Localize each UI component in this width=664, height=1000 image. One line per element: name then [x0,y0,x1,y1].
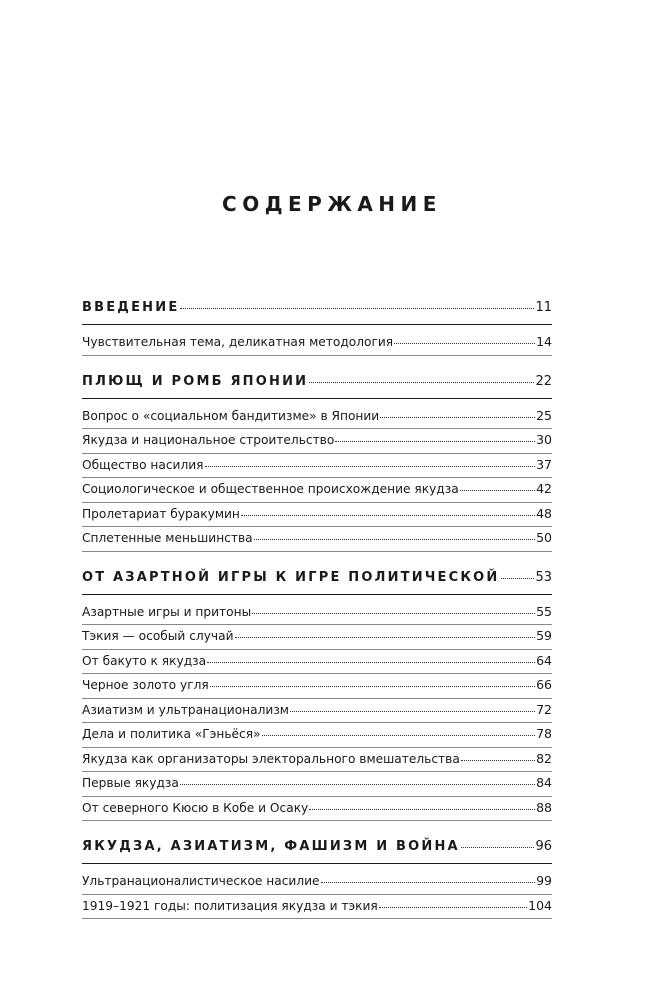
toc-section-entry[interactable] [82,772,552,797]
dot-leader [180,775,535,787]
section-title: Азартные игры и притоны [82,604,252,619]
toc-section-entry[interactable] [82,601,552,626]
dot-leader [262,726,536,738]
toc-section-entry[interactable] [82,429,552,454]
dot-leader [460,481,535,493]
page-number: 42 [536,481,552,497]
section-title: Черное золото угля [82,678,209,693]
toc-section-entry[interactable] [82,723,552,748]
page-number: 84 [536,775,552,791]
section-title: Азиатизм и ультранационализм [82,702,289,717]
toc-section-entry[interactable] [82,650,552,675]
section-title: Вопрос о «социальном бандитизме» в Японии [82,408,380,423]
toc-section-entry[interactable] [82,405,552,430]
dot-leader [290,702,535,714]
toc-chapter [82,296,552,356]
section-title: Дела и политика «Гэньёся» [82,727,261,742]
page-number: 66 [536,677,552,693]
chapter-title: ВВЕДЕНИЕ [82,300,180,315]
chapter-title: ПЛЮЩ И РОМБ ЯПОНИИ [82,373,309,389]
page-number: 55 [536,603,552,619]
toc-section-entry[interactable] [82,503,552,528]
toc-chapter [82,370,552,552]
page-number: 64 [536,652,552,668]
section-title: Общество насилия [82,457,204,472]
dot-leader [380,408,535,420]
page-number: 104 [528,897,552,913]
dot-leader [207,653,535,665]
toc-chapter [82,835,552,919]
toc-chapter-entry[interactable] [82,835,552,864]
toc-section-entry[interactable] [82,674,552,699]
dot-leader [394,334,535,346]
page-number: 22 [535,373,552,389]
toc-section-entry[interactable] [82,870,552,895]
page-number: 96 [535,839,552,854]
page-number: 50 [536,530,552,546]
page-number: 25 [536,407,552,423]
dot-leader [254,530,535,542]
page-number: 82 [536,750,552,766]
section-title: От бакуто к якудза [82,653,207,668]
dot-leader [180,298,534,311]
toc-section-entry[interactable] [82,331,552,356]
toc-section-entry[interactable] [82,478,552,503]
section-title: Пролетариат буракумин [82,506,240,521]
page-number: 11 [535,300,552,315]
chapter-title: ЯКУДЗА, АЗИАТИЗМ, ФАШИЗМ И ВОЙНА [82,839,460,854]
dot-leader [501,568,535,581]
table-of-contents [82,296,552,919]
page-number: 14 [536,334,552,350]
section-title: Якудза и национальное строительство [82,433,335,448]
page-number: 48 [536,505,552,521]
dot-leader [461,751,535,763]
page-number: 59 [536,628,552,644]
section-title: Социологическое и общественное происхождение якудза [82,482,459,497]
page-number: 99 [536,873,552,889]
dot-leader [309,800,535,812]
section-title: Тэкия — особый случай [82,629,234,644]
dot-leader [321,873,536,885]
page-number: 30 [536,432,552,448]
page-title: СОДЕРЖАНИЕ [222,192,442,216]
dot-leader [309,372,534,385]
page-number: 78 [536,726,552,742]
toc-chapter [82,566,552,822]
page-number: 72 [536,701,552,717]
section-title: Первые якудза [82,776,179,791]
dot-leader [241,506,535,518]
toc-chapter-entry[interactable] [82,370,552,399]
section-title: 1919–1921 годы: политизация якудза и тэкия [82,898,378,913]
toc-section-entry[interactable] [82,454,552,479]
toc-chapter-entry[interactable] [82,566,552,595]
page-number: 37 [536,456,552,472]
toc-section-entry[interactable] [82,625,552,650]
dot-leader [235,628,536,640]
toc-section-entry[interactable] [82,748,552,773]
toc-chapter-entry[interactable] [82,296,552,325]
toc-section-entry[interactable] [82,527,552,552]
dot-leader [461,837,535,850]
dot-leader [252,604,535,616]
dot-leader [210,677,535,689]
section-title: От северного Кюсю в Кобе и Осаку [82,800,309,815]
toc-section-entry[interactable] [82,797,552,822]
chapter-title: ОТ АЗАРТНОЙ ИГРЫ К ИГРЕ ПОЛИТИЧЕСКОЙ [82,569,500,585]
dot-leader [379,898,527,910]
page-number: 53 [535,569,552,585]
toc-section-entry[interactable] [82,895,552,920]
section-title: Якудза как организаторы электорального вмешательства [82,751,460,766]
section-title: Ультранационалистическое насилие [82,874,320,889]
section-title: Чувствительная тема, деликатная методология [82,335,394,350]
page-number: 88 [536,799,552,815]
dot-leader [205,457,536,469]
section-title: Сплетенные меньшинства [82,531,253,546]
toc-section-entry[interactable] [82,699,552,724]
dot-leader [335,432,535,444]
